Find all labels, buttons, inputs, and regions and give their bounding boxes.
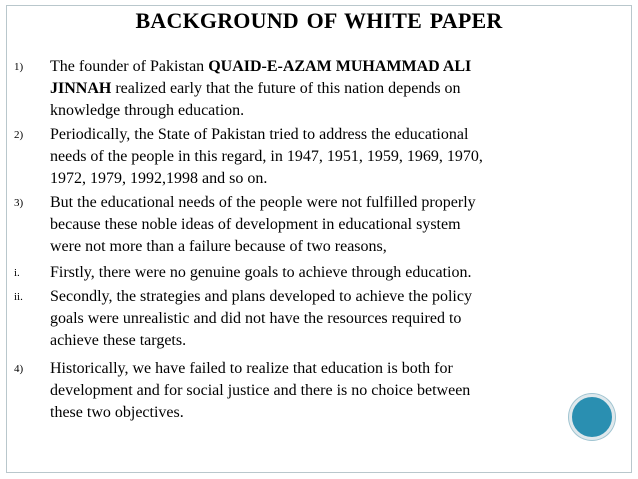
text-line: because these noble ideas of development in educational system	[50, 216, 461, 233]
list-item-text	[50, 262, 555, 284]
text-line: goals were unrealistic and did not have the resources required to	[50, 310, 462, 327]
text-line: achieve these targets.	[50, 332, 187, 349]
list-marker: i.	[14, 267, 20, 279]
list-marker: ii.	[14, 291, 23, 303]
list-item-text	[50, 358, 555, 424]
text-line: Periodically, the State of Pakistan tried to address the educational	[50, 126, 469, 143]
list-marker: 2)	[14, 129, 24, 141]
list-item-text	[50, 124, 555, 190]
list-item-text	[50, 192, 555, 258]
text-line: Secondly, the strategies and plans developed to achieve the policy	[50, 288, 472, 305]
list-marker: 1)	[14, 61, 24, 73]
text-line: knowledge through education.	[50, 102, 245, 119]
text-line: these two objectives.	[50, 404, 184, 421]
list-marker: 3)	[14, 197, 24, 209]
list-item-text	[50, 286, 555, 352]
text-line: But the educational needs of the people were not fulfilled properly	[50, 194, 476, 211]
slide-title: BACKGROUND OF WHITE PAPER	[135, 8, 503, 33]
text-line: 1972, 1979, 1992,1998 and so on.	[50, 170, 268, 187]
text-line: development and for social justice and there is no choice between	[50, 382, 471, 399]
text-line: JINNAH realized early that the future of this nation depends on	[50, 80, 461, 97]
text-line: Historically, we have failed to realize that education is both for	[50, 360, 453, 377]
list-marker: 4)	[14, 363, 24, 375]
text-line: needs of the people in this regard, in 1947, 1951, 1959, 1969, 1970,	[50, 148, 483, 165]
text-line: The founder of Pakistan QUAID-E-AZAM MUHAMMAD ALI	[50, 58, 472, 75]
text-line: were not more than a failure because of two reasons,	[50, 238, 387, 255]
decorative-circle-icon	[569, 394, 615, 440]
list-item-text	[50, 56, 555, 122]
text-line: Firstly, there were no genuine goals to achieve through education.	[50, 264, 472, 281]
